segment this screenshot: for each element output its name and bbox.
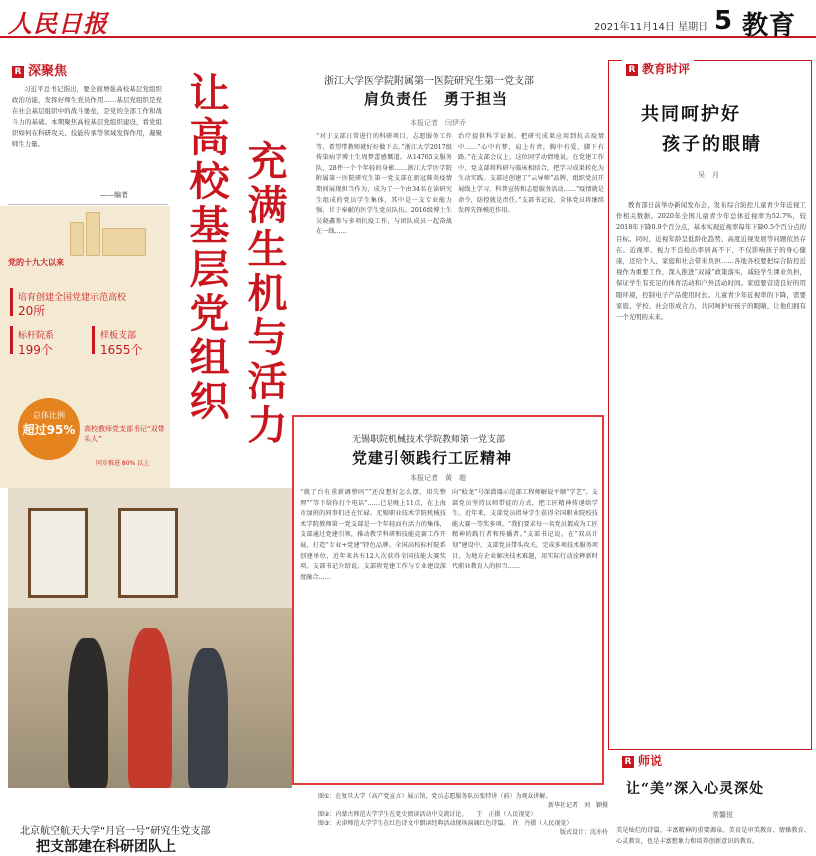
caption-line: 新华社记者 刘 颖摄 (547, 802, 608, 809)
photo-person (68, 638, 108, 788)
editor-intro: 习近平总书记指出，要全面增强高校基层党组织政治功能，发挥好师生党员作用……基层党组织是党在社会基层组织中的战斗堡垒，是党的全部工作和战斗力的基础。本期聚焦高校基层党组织建设，看党组织如何在科研攻关、技能传承等领域发挥作用，凝聚师生力量。 (12, 85, 162, 148)
commentary-author: 吴 月 (698, 171, 719, 179)
photo-window (28, 508, 88, 598)
stats-title: 党的十九大以来 (8, 257, 64, 267)
teaser-title: 把支部建在科研团队上 (36, 839, 176, 855)
newspaper-logo: 人民日报 (8, 9, 108, 38)
stat-label: 培育创建全国党建示范高校 (18, 293, 127, 303)
building-icon (102, 228, 146, 256)
commentary-title-line1: 共同呵护好 (641, 104, 741, 125)
article2-body-col1: “就了台有重新调整吗”“还没想好怎么摆，用失整理”“等下给你打个电话”……已是晚上11点，在上海市加班的同事们还在忙碌。无锡职业技术学院机械技术学院教师第一党支部是一个年轻而有活力的集体，支部通过党建引领，推动教学科研和技能竞赛工作开展，打造“专业+党建”特色品牌。全国高校标杆院系创建单位，近年来共有12人次获得全国技能大赛奖项。支部书记介绍说，支部将党建工作与专业建设深度融合…… (300, 489, 446, 581)
main-headline-line1: 让高校基层党组织 (183, 72, 230, 424)
r-badge-icon: R (12, 66, 24, 78)
article1-dept: 浙江大学医学院附属第一医院研究生第一党支部 (324, 76, 534, 87)
ratio-circle (18, 398, 80, 460)
shishuo-label: 师说 (638, 754, 663, 768)
ratio-value: 超过95% (22, 423, 76, 437)
stat-label: 样板支部 (100, 331, 137, 341)
editor-signature: ——编者 (100, 191, 128, 199)
commentary-body: 教育部日前举办新闻发布会，发布综合防控儿童青少年近视工作相关数据。2020年全国儿童青少年总体近视率为52.7%，较2018年下降0.9个百分点，基本实现近视率每年下降0.5个百分点的目标。同时，近视年龄呈低龄化趋势、高度近视发展等问题依然存在。近视率、视力不良检出率居高不下，不仅影响孩子的身心健康，还给个人、家庭和社会带来负担……各地各校要把综合防控近视作为重要工作，深入推进“双减”政策落实，减轻学生课业负担，保证学生有充足的体育活动和户外活动时间。家庭要营造良好的用眼环境，控制电子产品使用时长。儿童青少年近视率的下降，需要家庭、学校、社会形成合力，共同呵护好孩子的眼睛，让他们拥有一个光明的未来。 (616, 201, 806, 322)
shishuo-title: 让“美”深入心灵深处 (626, 781, 765, 797)
deep-focus-heading (12, 60, 67, 79)
page-number: 5 (714, 6, 733, 36)
stat-bar (10, 326, 13, 354)
article1-title: 肩负责任 勇于担当 (364, 90, 509, 108)
article2-body-col2: 向“蛟龙”号深潜器示范部工程师解说平顺“学艺”。支部党员坚持以师带徒的方式，把工匠精神传递给学生。近年来，支部党员指导学生获得全国职业院校技能大赛一等奖多项。“我们要求每一名党员都成为工匠精神的践行者和传播者。”支部书记说。在“双高计划”建设中，支部党员带头攻关，完成多项技术服务项目，为地方企业解决技术难题，用实际行动诠释新时代职业教育人的担当…… (452, 489, 598, 571)
stat-label: 标杆院系 (18, 331, 55, 341)
teaser-dept: 北京航空航天大学“月宫一号”研究生党支部 (20, 826, 211, 837)
photo-captions (318, 792, 608, 837)
stat-value: 20所 (18, 304, 46, 318)
stat-bar (92, 326, 95, 354)
ratio-note: 高校教师党支部书记“双带头人” (84, 425, 165, 443)
issue-date: 2021年11月14日 星期日 (594, 22, 709, 33)
caption-line: 图③：天津师范大学学生在红色诗文中朗读经典活动现场演诵红色诗篇。 许 丹摄（人民视觉） (318, 820, 573, 827)
article2-author: 本报记者 黄 超 (410, 474, 466, 482)
caption-line: 图①：在复旦大学（高产党宣言）展示馆，党员志愿服务队员张特讲（前）为观众讲解。 (318, 793, 552, 800)
article2-dept: 无锡职院机械技术学院教师第一党支部 (352, 435, 506, 445)
deep-focus-label: 深聚焦 (28, 64, 68, 79)
book-icon (86, 212, 100, 256)
caption-line: 图②：内蒙古师范大学学生在党史阅读活动中交流讨论。 王 正摄（人民视觉） (318, 811, 537, 818)
r-badge-icon: R (622, 756, 634, 768)
divider (8, 204, 168, 205)
article1-body-col2: 治疗提供科学证据。把研究成果应用到抗击疫情中……“心中有梦，肩上有责，胸中有爱，脚下有路。”在支部会议上，这位同学动情地说。在党建工作中，党支部将科研与临床相结合，把学习成果转化为生动实践。支部还创建了“云导师”品牌，组织党员开展线上学习、科普宣传和志愿服务活动……“疫情就是命令，防控就是责任。”支部书记说，全体党员将继续发挥先锋模范作用。 (458, 133, 604, 215)
section-title: 教育 (742, 11, 797, 41)
book-icon (70, 222, 84, 256)
photo-person (188, 648, 228, 788)
stat-bar (10, 288, 13, 316)
main-headline-line2: 充满生机与活力 (241, 140, 288, 448)
commentary-title-line2: 孩子的眼睛 (662, 134, 762, 155)
photo-person (128, 628, 172, 788)
stat-value: 1655个 (100, 343, 143, 357)
article1-author: 本报记者 闫伊乔 (410, 119, 466, 127)
commentary-label: 教育时评 (642, 62, 691, 76)
shishuo-author: 常馨悦 (712, 811, 733, 819)
commentary-heading (622, 60, 694, 77)
article2-title: 党建引领践行工匠精神 (352, 449, 513, 467)
shishuo-body: 美是灿烂的诗篇，丰富精神的重要源泉。美育是审美教育、情操教育、心灵教育，也是丰富想象力和培养创新意识的教育。 (616, 827, 810, 845)
students-photo (8, 488, 292, 788)
article1-body-col1: “对于支部日常进行的科研项目，志愿服务工作等，希望带教师就好好做下去。”浙江大学2017级传染病学博士生周梦蕾感慨道。从14765支服务队、28件一个个年轻的身影……浙江大学医学院附属第一医院研究生第一党支部在新冠肺炎疫情期间展现担当作为，成为了一个由34名在读研究生组成的党员学生集体，其中是一支专业能力强、甘于奉献的医学生党员队伍。2016级博士生吴晓鑫参与多项抗疫工作，与团队成员一起奋战在一线…… (316, 133, 452, 236)
stat-value: 199个 (18, 343, 53, 357)
shishuo-heading (622, 752, 662, 769)
ratio-label: 总体比例 (33, 411, 65, 420)
r-badge-icon: R (626, 64, 638, 76)
photo-window (118, 508, 178, 598)
ratio-note-2: 同步推进 80% 以上 (96, 460, 150, 467)
caption-line: 版式设计：沈亦伶 (559, 829, 608, 836)
